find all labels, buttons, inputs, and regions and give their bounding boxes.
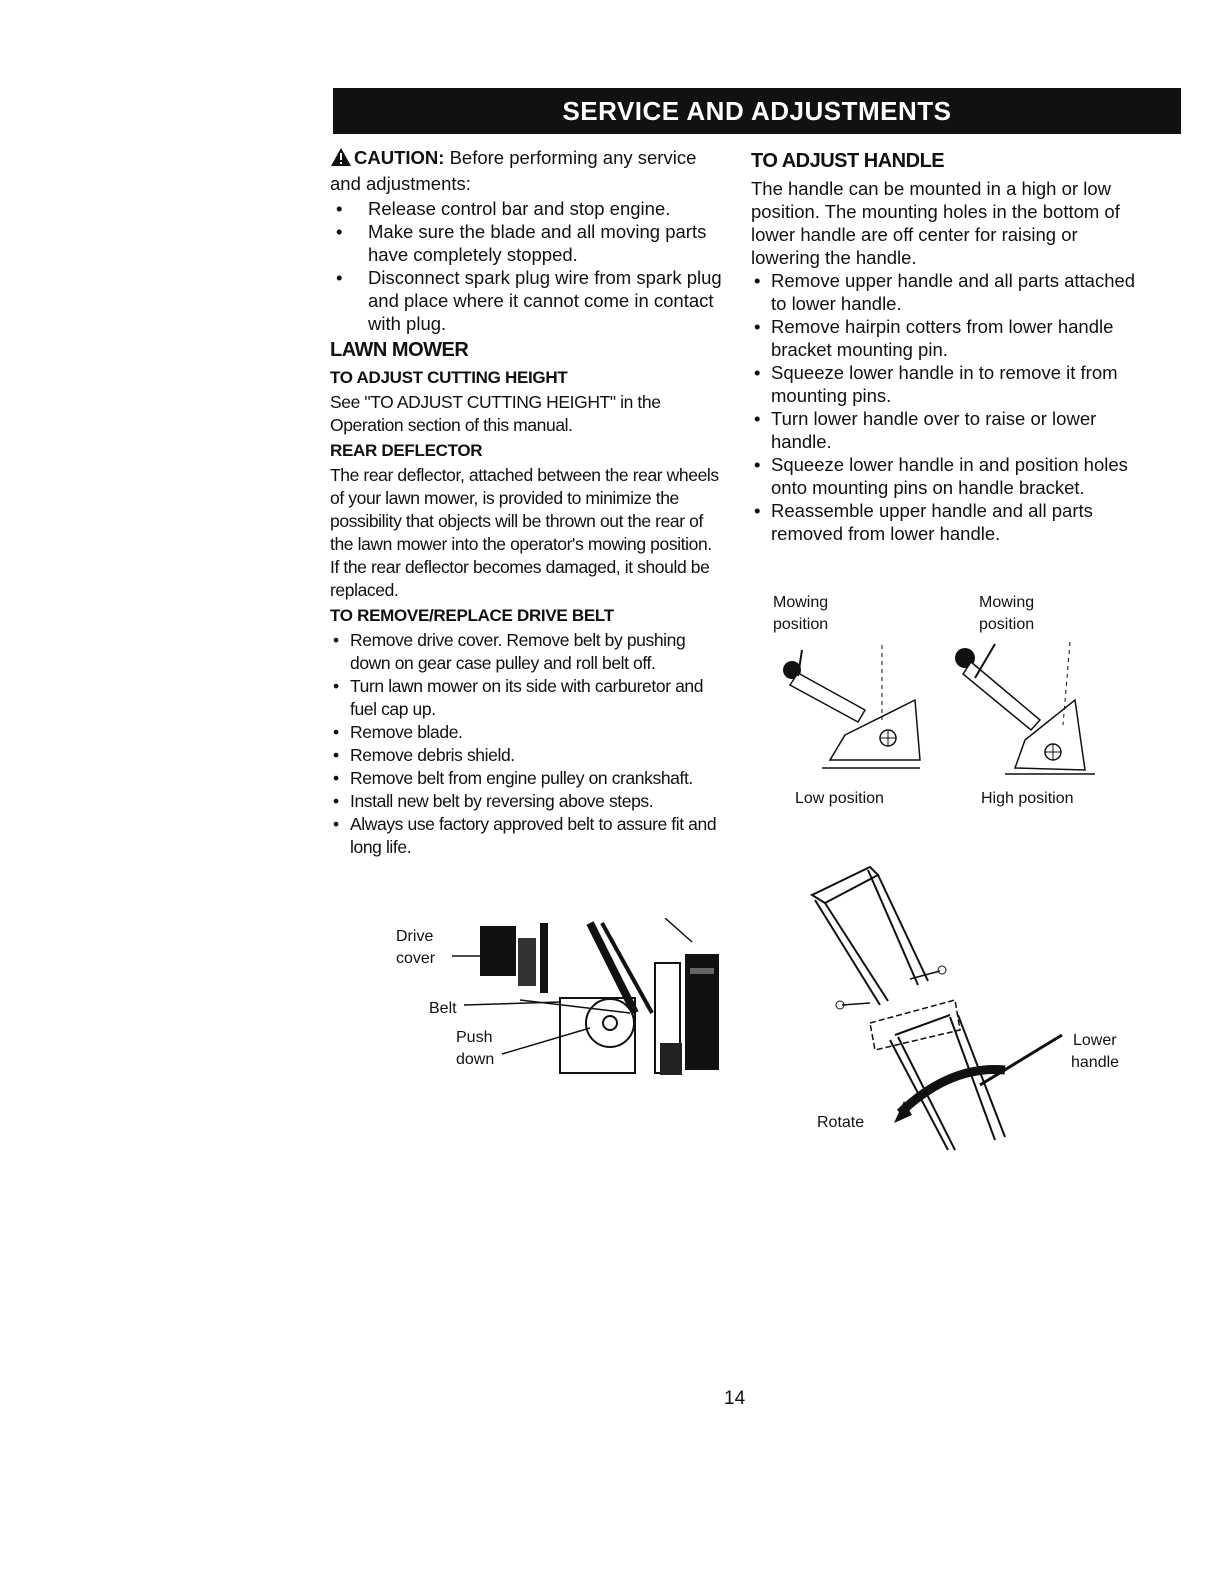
list-item: • Remove belt from engine pulley on crankshaft. [330, 767, 725, 790]
list-item: • Remove upper handle and all parts attached to lower handle. [751, 269, 1151, 315]
belt-label: Belt [429, 1000, 457, 1017]
mowing-position-label: position [773, 616, 829, 633]
high-position-caption: High position [981, 790, 1074, 807]
caution-list [330, 197, 725, 335]
left-column [330, 146, 725, 859]
cutting-height-text: See "TO ADJUST CUTTING HEIGHT" in the Operation section of this manual. [330, 392, 661, 435]
low-position-caption: Low position [795, 790, 884, 807]
list-item: • Install new belt by reversing above steps. [330, 790, 725, 813]
list-item: • Turn lawn mower on its side with carburetor and fuel cap up. [330, 675, 725, 721]
page-number: 14 [724, 1388, 746, 1409]
list-item: • Always use factory approved belt to assure fit and long life. [330, 813, 725, 859]
caution-label: CAUTION: [354, 147, 445, 168]
adjust-handle-heading: TO ADJUST HANDLE [751, 150, 945, 172]
list-item: • Release control bar and stop engine. [330, 197, 725, 220]
mowing-position-label: position [979, 616, 1035, 633]
list-item: • Remove hairpin cotters from lower handle bracket mounting pin. [751, 315, 1151, 361]
drive-belt-list [330, 629, 725, 859]
lower-handle-label: Lower [1073, 1032, 1117, 1049]
low-position-diagram [770, 640, 940, 785]
mowing-position-label: Mowing [773, 594, 829, 611]
list-item: • Turn lower handle over to raise or lower handle. [751, 407, 1151, 453]
mowing-position-label: Mowing [979, 594, 1035, 611]
warning-triangle-icon [330, 147, 352, 172]
list-item: • Remove blade. [330, 721, 725, 744]
rear-deflector-text: The rear deflector, attached between the rear wheels of your lawn mower, is provided to minimize the possibility that objects will be thrown out the rear of the lawn mower into the operator's mowing position. If the rear deflector becomes damaged, it should be replaced. [330, 465, 719, 600]
list-item: • Squeeze lower handle in to remove it from mounting pins. [751, 361, 1151, 407]
list-item: • Make sure the blade and all moving parts have completely stopped. [330, 220, 725, 266]
lower-handle-label: handle [1071, 1054, 1120, 1071]
cover-label: cover [396, 950, 436, 967]
caution-text: Before performing any service and adjustments: [330, 147, 697, 194]
list-item: • Reassemble upper handle and all parts removed from lower handle. [751, 499, 1151, 545]
list-item: • Remove debris shield. [330, 744, 725, 767]
down-label: down [456, 1051, 495, 1068]
caution-block [330, 146, 725, 195]
list-item: • Disconnect spark plug wire from spark plug and place where it cannot come in contact with plug. [330, 266, 725, 335]
adjust-handle-list [751, 269, 1151, 545]
list-item: • Remove drive cover. Remove belt by pushing down on gear case pulley and roll belt off. [330, 629, 725, 675]
rotate-label: Rotate [817, 1114, 865, 1131]
lawn-mower-heading: LAWN MOWER [330, 339, 469, 361]
section-banner: SERVICE AND ADJUSTMENTS [333, 88, 1181, 134]
rear-deflector-heading: REAR DEFLECTOR [330, 441, 483, 460]
list-item: • Squeeze lower handle in and position holes onto mounting pins on handle bracket. [751, 453, 1151, 499]
cutting-height-heading: TO ADJUST CUTTING HEIGHT [330, 368, 568, 387]
push-label: Push [456, 1029, 493, 1046]
adjust-handle-intro: The handle can be mounted in a high or low position. The mounting holes in the bottom of lower handle are off center for raising or lowering the handle. [751, 178, 1120, 268]
right-column [751, 150, 1151, 545]
drive-belt-heading: TO REMOVE/REPLACE DRIVE BELT [330, 606, 614, 625]
high-position-diagram [945, 640, 1105, 785]
drive-label: Drive [396, 928, 434, 945]
